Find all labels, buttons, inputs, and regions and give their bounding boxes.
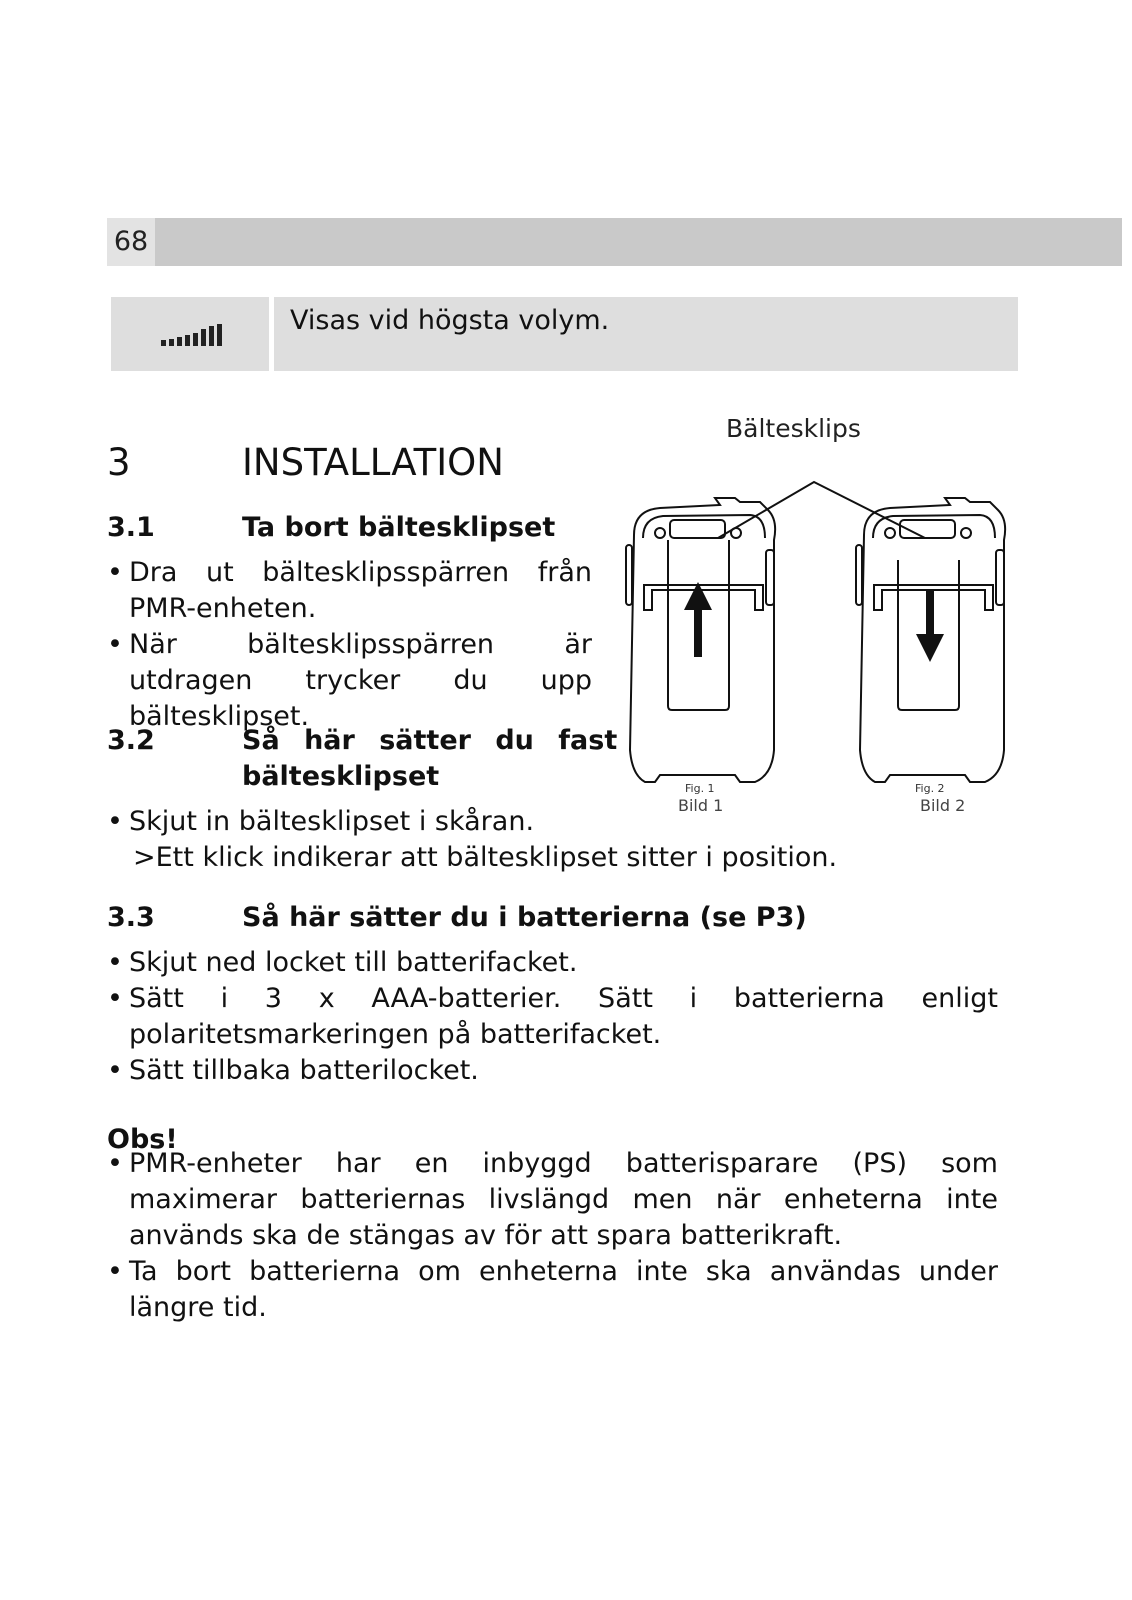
fig2-label: Bild 2 [920, 796, 966, 815]
belt-clip-illustration [600, 410, 1030, 830]
page-header-bar [107, 218, 1122, 266]
subsection-title-continued: bältesklipset [242, 761, 440, 792]
fig2-caption: Fig. 2 [915, 782, 945, 795]
belt-clip-label: Bältesklips [726, 414, 861, 443]
list-item: • Ta bort batterierna om enheterna inte ska användas under längre tid. [107, 1254, 998, 1326]
subsection-number: 3.3 [107, 902, 155, 933]
subsection-title: Ta bort bältesklipset [242, 512, 556, 543]
subsection-title: Så här sätter du fast [242, 725, 618, 756]
subsection-number: 3.1 [107, 512, 155, 543]
volume-info-table [111, 297, 1018, 371]
section-number: 3 [107, 441, 131, 484]
list-item: • När bältesklipsspärren är utdragen trycker du upp bältesklipset. [107, 627, 592, 735]
down-arrow-icon [916, 590, 944, 662]
subsection-number: 3.2 [107, 725, 155, 756]
fig1-caption: Fig. 1 [685, 782, 715, 795]
belt-clip-figure [600, 410, 1030, 830]
volume-bars-icon [161, 324, 231, 346]
subsection-3-1-list [107, 555, 592, 735]
section-title: INSTALLATION [242, 441, 504, 484]
volume-icon-cell [111, 297, 269, 371]
result-note: >Ett klick indikerar att bältesklipset sitter i position. [133, 842, 838, 873]
list-item: • Skjut in bältesklipset i skåran. [107, 804, 807, 840]
list-item: • Sätt tillbaka batterilocket. [107, 1053, 998, 1089]
list-item: • Dra ut bältesklipsspärren från PMR-enheten. [107, 555, 592, 627]
note-list [107, 1146, 998, 1326]
note-heading: Obs! [107, 1124, 178, 1155]
page-number: 68 [107, 218, 155, 266]
list-item: • Skjut ned locket till batterifacket. [107, 945, 998, 981]
volume-description: Visas vid högsta volym. [274, 297, 1018, 371]
list-item: • Sätt i 3 x AAA-batterier. Sätt i batterierna enligt polaritetsmarkeringen på batterifacket. [107, 981, 998, 1053]
up-arrow-icon [684, 582, 712, 657]
list-item: • PMR-enheter har en inbyggd batterisparare (PS) som maximerar batteriernas livslängd men när enheterna inte används ska de stängas av för att spara batterikraft. [107, 1146, 998, 1254]
subsection-3-3-list [107, 945, 998, 1089]
fig1-label: Bild 1 [678, 796, 724, 815]
subsection-title: Så här sätter du i batterierna (se P3) [242, 902, 807, 933]
